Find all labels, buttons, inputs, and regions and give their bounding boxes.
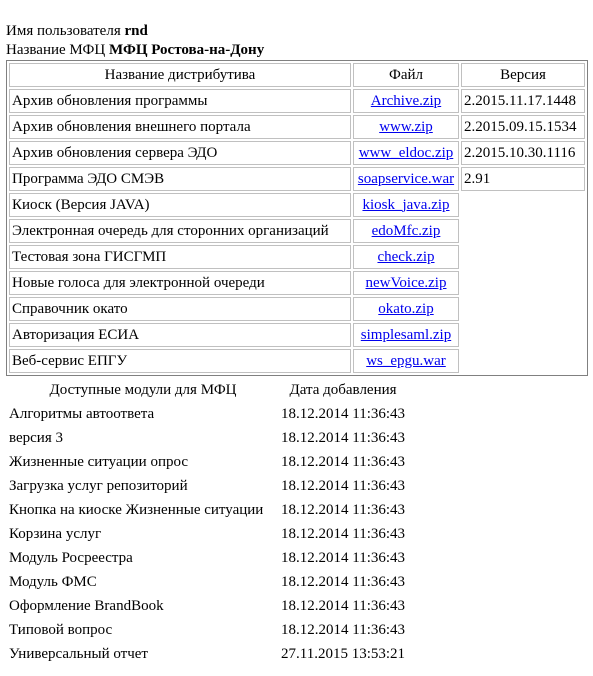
- module-date: 18.12.2014 11:36:43: [281, 549, 406, 566]
- module-name: Универсальный отчет: [9, 645, 148, 662]
- distributions-body: [9, 89, 585, 373]
- distribution-row: [9, 167, 585, 191]
- distribution-file-link[interactable]: check.zip: [377, 248, 435, 265]
- module-row: [8, 547, 406, 569]
- module-date: 18.12.2014 11:36:43: [281, 573, 406, 590]
- modules-body: [8, 403, 406, 665]
- user-label: Имя пользователя: [6, 23, 121, 39]
- module-date: 18.12.2014 11:36:43: [281, 477, 406, 494]
- distribution-name: Веб-сервис ЕПГУ: [9, 349, 351, 373]
- distribution-version: 2.2015.09.15.1534: [461, 115, 585, 139]
- module-name: Жизненные ситуации опрос: [9, 453, 189, 470]
- distribution-name: Авторизация ЕСИА: [9, 323, 351, 347]
- module-row: [8, 643, 406, 665]
- distribution-name: Тестовая зона ГИСГМП: [9, 245, 351, 269]
- distribution-file-link[interactable]: kiosk_java.zip: [362, 196, 450, 213]
- mfc-line: [6, 40, 264, 60]
- distribution-row: [9, 115, 585, 139]
- distribution-row: [9, 245, 585, 269]
- module-row: [8, 403, 406, 425]
- distribution-name: Программа ЭДО СМЭВ: [9, 167, 351, 191]
- distribution-file-link[interactable]: edoMfc.zip: [371, 222, 441, 239]
- distribution-row: [9, 219, 585, 243]
- distribution-name: Новые голоса для электронной очереди: [9, 271, 351, 295]
- column-header-date: Дата добавления: [289, 381, 397, 398]
- distribution-row: [9, 297, 585, 321]
- distributions-header-row: [9, 63, 585, 87]
- distribution-version: [461, 271, 585, 295]
- module-row: [8, 595, 406, 617]
- distribution-name: Архив обновления внешнего портала: [9, 115, 351, 139]
- distribution-row: [9, 323, 585, 347]
- distribution-version: [461, 245, 585, 269]
- module-name: версия 3: [9, 429, 63, 446]
- distribution-name: Электронная очередь для сторонних организаций: [9, 219, 351, 243]
- module-name: Типовой вопрос: [9, 621, 113, 638]
- distribution-file-cell: [353, 115, 459, 139]
- distribution-file-cell: [353, 167, 459, 191]
- mfc-label: Название МФЦ: [6, 42, 106, 58]
- modules-header-row: [8, 379, 406, 401]
- distribution-version: 2.2015.10.30.1116: [461, 141, 585, 165]
- column-header-file: Файл: [353, 63, 459, 87]
- module-name: Загрузка услуг репозиторий: [9, 477, 188, 494]
- distribution-file-link[interactable]: okato.zip: [378, 300, 434, 317]
- module-date: 18.12.2014 11:36:43: [281, 597, 406, 614]
- distribution-file-link[interactable]: simplesaml.zip: [360, 326, 452, 343]
- distribution-row: [9, 349, 585, 373]
- module-date: 18.12.2014 11:36:43: [281, 621, 406, 638]
- user-line: [6, 21, 148, 41]
- distributions-table: [6, 60, 588, 376]
- module-name: Модуль ФМС: [9, 573, 97, 590]
- module-date: 18.12.2014 11:36:43: [281, 405, 406, 422]
- module-date: 18.12.2014 11:36:43: [281, 501, 406, 518]
- distribution-name: Архив обновления сервера ЭДО: [9, 141, 351, 165]
- module-row: [8, 571, 406, 593]
- modules-table: [6, 377, 408, 667]
- mfc-name: МФЦ Ростова-на-Дону: [109, 42, 265, 58]
- distribution-file-cell: [353, 245, 459, 269]
- module-date: 27.11.2015 13:53:21: [281, 645, 406, 662]
- module-row: [8, 619, 406, 641]
- distribution-file-link[interactable]: ws_epgu.war: [366, 352, 446, 369]
- module-date: 18.12.2014 11:36:43: [281, 525, 406, 542]
- distribution-file-cell: [353, 219, 459, 243]
- module-date: 18.12.2014 11:36:43: [281, 429, 406, 446]
- module-name: Оформление BrandBook: [9, 597, 164, 614]
- user-name: rnd: [124, 23, 148, 39]
- module-row: [8, 499, 406, 521]
- distribution-version: [461, 349, 585, 373]
- distribution-version: [461, 297, 585, 321]
- distribution-row: [9, 89, 585, 113]
- distribution-file-link[interactable]: newVoice.zip: [365, 274, 447, 291]
- distribution-file-link[interactable]: www.zip: [379, 118, 433, 135]
- module-name: Алгоритмы автоответа: [9, 405, 155, 422]
- column-header-module: Доступные модули для МФЦ: [49, 381, 237, 398]
- distribution-file-cell: [353, 89, 459, 113]
- distribution-file-cell: [353, 349, 459, 373]
- column-header-version: Версия: [461, 63, 585, 87]
- distribution-file-cell: [353, 141, 459, 165]
- distribution-name: Киоск (Версия JAVA): [9, 193, 351, 217]
- distribution-file-link[interactable]: soapservice.war: [357, 170, 455, 187]
- distribution-row: [9, 271, 585, 295]
- module-name: Корзина услуг: [9, 525, 102, 542]
- module-row: [8, 475, 406, 497]
- distribution-row: [9, 141, 585, 165]
- distribution-file-cell: [353, 271, 459, 295]
- column-header-name: Название дистрибутива: [9, 63, 351, 87]
- distribution-file-link[interactable]: Archive.zip: [370, 92, 442, 109]
- distribution-name: Архив обновления программы: [9, 89, 351, 113]
- distribution-version: 2.2015.11.17.1448: [461, 89, 585, 113]
- distribution-file-link[interactable]: www_eldoc.zip: [358, 144, 454, 161]
- distribution-version: [461, 323, 585, 347]
- module-row: [8, 451, 406, 473]
- module-row: [8, 427, 406, 449]
- module-name: Кнопка на киоске Жизненные ситуации: [9, 501, 264, 518]
- module-date: 18.12.2014 11:36:43: [281, 453, 406, 470]
- distribution-version: [461, 219, 585, 243]
- distribution-file-cell: [353, 193, 459, 217]
- distribution-row: [9, 193, 585, 217]
- distribution-version: 2.91: [461, 167, 585, 191]
- distribution-version: [461, 193, 585, 217]
- module-row: [8, 523, 406, 545]
- distribution-file-cell: [353, 323, 459, 347]
- distribution-file-cell: [353, 297, 459, 321]
- distribution-name: Справочник окато: [9, 297, 351, 321]
- module-name: Модуль Росреестра: [9, 549, 133, 566]
